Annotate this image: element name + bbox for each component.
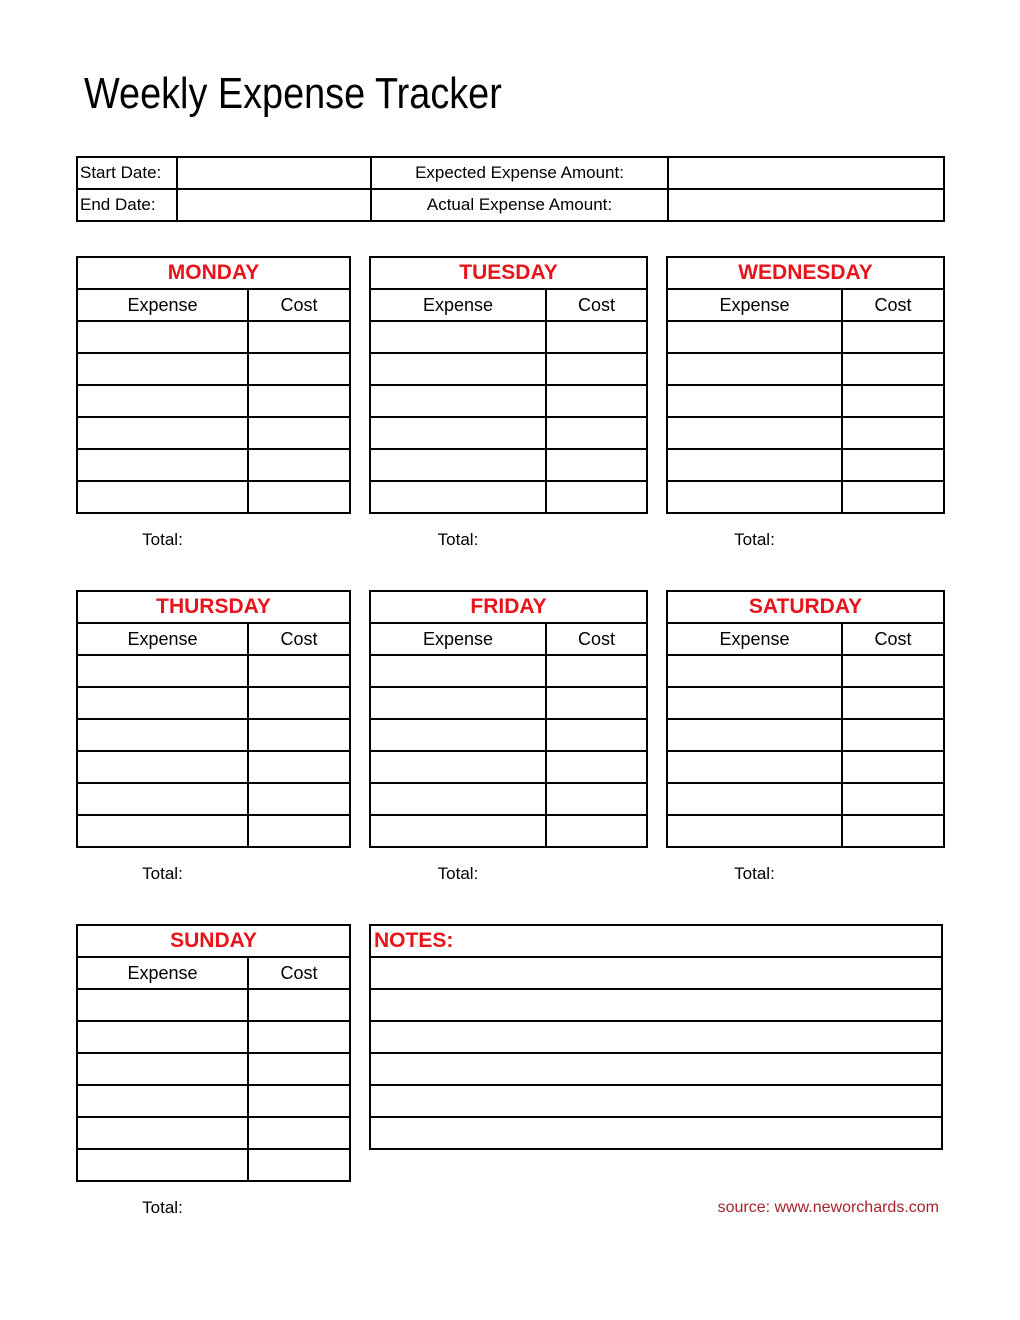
expense-cell[interactable] [667, 449, 842, 481]
cost-cell[interactable] [842, 417, 944, 449]
notes-line[interactable] [370, 1117, 942, 1149]
table-row [77, 655, 350, 687]
cost-cell[interactable] [546, 719, 647, 751]
table-row [667, 655, 944, 687]
cost-cell[interactable] [842, 321, 944, 353]
start-date-field[interactable] [177, 157, 371, 189]
day-total-label: Total: [734, 530, 775, 549]
cost-column-header: Cost [248, 623, 350, 655]
table-row [667, 449, 944, 481]
table-row [77, 687, 350, 719]
table-row [77, 353, 350, 385]
expense-column-header: Expense [667, 289, 842, 321]
expense-cell[interactable] [370, 719, 546, 751]
expense-cell[interactable] [667, 321, 842, 353]
table-row [667, 481, 944, 513]
table-row [77, 751, 350, 783]
notes-line[interactable] [370, 957, 942, 989]
table-row [77, 783, 350, 815]
expense-cell[interactable] [77, 989, 248, 1021]
start-date-label: Start Date: [77, 157, 177, 189]
expense-cell[interactable] [77, 815, 248, 847]
cost-cell[interactable] [248, 1149, 350, 1181]
expense-cell[interactable] [667, 751, 842, 783]
table-row [370, 481, 647, 513]
date-and-amount-table [76, 156, 945, 222]
expense-column-header: Expense [370, 289, 546, 321]
notes-line[interactable] [370, 1053, 942, 1085]
expense-cell[interactable] [667, 815, 842, 847]
table-row [77, 815, 350, 847]
day-table-1 [369, 256, 648, 514]
cost-column-header: Cost [248, 957, 350, 989]
day-table-5 [666, 590, 945, 848]
expense-cell[interactable] [77, 417, 248, 449]
day-table-6 [76, 924, 351, 1182]
expense-cell[interactable] [370, 815, 546, 847]
day-table-2 [666, 256, 945, 514]
table-row [370, 783, 647, 815]
table-row [370, 449, 647, 481]
expense-cell[interactable] [77, 719, 248, 751]
table-row [370, 385, 647, 417]
cost-cell[interactable] [248, 449, 350, 481]
table-row [667, 321, 944, 353]
cost-cell[interactable] [248, 719, 350, 751]
day-header: FRIDAY [370, 591, 647, 623]
table-row [667, 751, 944, 783]
cost-cell[interactable] [546, 481, 647, 513]
table-row [370, 815, 647, 847]
end-date-field[interactable] [177, 189, 371, 221]
expense-cell[interactable] [370, 655, 546, 687]
expense-cell[interactable] [77, 481, 248, 513]
day-total-label: Total: [437, 864, 479, 883]
cost-cell[interactable] [248, 417, 350, 449]
expense-column-header: Expense [77, 957, 248, 989]
cost-cell[interactable] [248, 481, 350, 513]
table-row [77, 449, 350, 481]
expense-cell[interactable] [667, 385, 842, 417]
day-total-label: Total: [142, 530, 183, 549]
table-row [77, 1085, 350, 1117]
expense-cell[interactable] [370, 353, 546, 385]
table-row [370, 417, 647, 449]
notes-header: NOTES: [370, 925, 942, 957]
day-total-label: Total: [734, 864, 775, 883]
table-row [667, 417, 944, 449]
cost-cell[interactable] [248, 783, 350, 815]
notes-line[interactable] [370, 1085, 942, 1117]
day-header: SUNDAY [77, 925, 350, 957]
expense-cell[interactable] [370, 385, 546, 417]
expense-cell[interactable] [77, 687, 248, 719]
expense-cell[interactable] [667, 655, 842, 687]
expense-cell[interactable] [370, 417, 546, 449]
day-total-label: Total: [142, 864, 183, 883]
cost-column-header: Cost [248, 289, 350, 321]
cost-cell[interactable] [842, 385, 944, 417]
table-row [77, 989, 350, 1021]
cost-cell[interactable] [546, 655, 647, 687]
table-row [77, 1021, 350, 1053]
expense-cell[interactable] [77, 353, 248, 385]
expense-cell[interactable] [370, 687, 546, 719]
table-row [667, 687, 944, 719]
actual-expense-field[interactable] [668, 189, 944, 221]
expense-cell[interactable] [77, 783, 248, 815]
end-date-label: End Date: [77, 189, 177, 221]
table-row [667, 815, 944, 847]
day-table-3 [76, 590, 351, 848]
source-credit: source: www.neworchards.com [717, 1199, 939, 1216]
expense-cell[interactable] [667, 719, 842, 751]
table-row [77, 481, 350, 513]
table-row [370, 353, 647, 385]
cost-cell[interactable] [546, 687, 647, 719]
expense-column-header: Expense [370, 623, 546, 655]
cost-cell[interactable] [248, 1085, 350, 1117]
expense-cell[interactable] [77, 1053, 248, 1085]
table-row [667, 719, 944, 751]
cost-cell[interactable] [248, 1021, 350, 1053]
cost-cell[interactable] [546, 385, 647, 417]
cost-cell[interactable] [248, 989, 350, 1021]
notes-line[interactable] [370, 989, 942, 1021]
cost-cell[interactable] [546, 417, 647, 449]
table-row [667, 385, 944, 417]
cost-cell[interactable] [842, 815, 944, 847]
cost-cell[interactable] [842, 783, 944, 815]
expense-cell[interactable] [77, 1149, 248, 1181]
cost-cell[interactable] [248, 1053, 350, 1085]
cost-cell[interactable] [248, 815, 350, 847]
cost-cell[interactable] [546, 751, 647, 783]
cost-cell[interactable] [842, 353, 944, 385]
expense-cell[interactable] [370, 783, 546, 815]
expense-cell[interactable] [77, 751, 248, 783]
day-total-label: Total: [142, 1198, 183, 1217]
expense-cell[interactable] [77, 1117, 248, 1149]
cost-cell[interactable] [248, 687, 350, 719]
expected-expense-label: Expected Expense Amount: [371, 157, 668, 189]
cost-cell[interactable] [248, 751, 350, 783]
cost-column-header: Cost [546, 623, 647, 655]
expense-cell[interactable] [667, 481, 842, 513]
table-row [667, 353, 944, 385]
expense-cell[interactable] [77, 321, 248, 353]
cost-column-header: Cost [842, 623, 944, 655]
table-row [370, 751, 647, 783]
cost-cell[interactable] [546, 815, 647, 847]
table-row [77, 321, 350, 353]
table-row [77, 417, 350, 449]
day-table-0 [76, 256, 351, 514]
cost-cell[interactable] [842, 751, 944, 783]
notes-table [369, 924, 943, 1150]
expense-column-header: Expense [77, 289, 248, 321]
expense-cell[interactable] [667, 783, 842, 815]
cost-cell[interactable] [546, 321, 647, 353]
table-row [77, 719, 350, 751]
day-header: TUESDAY [370, 257, 647, 289]
cost-cell[interactable] [248, 321, 350, 353]
expense-cell[interactable] [370, 449, 546, 481]
expected-expense-field[interactable] [668, 157, 944, 189]
expense-cell[interactable] [370, 751, 546, 783]
cost-cell[interactable] [842, 481, 944, 513]
cost-cell[interactable] [842, 655, 944, 687]
cost-column-header: Cost [842, 289, 944, 321]
expense-cell[interactable] [370, 321, 546, 353]
cost-cell[interactable] [842, 449, 944, 481]
expense-cell[interactable] [667, 687, 842, 719]
day-header: THURSDAY [77, 591, 350, 623]
cost-cell[interactable] [248, 385, 350, 417]
table-row [77, 1053, 350, 1085]
cost-cell[interactable] [842, 687, 944, 719]
cost-column-header: Cost [546, 289, 647, 321]
table-row [77, 1117, 350, 1149]
expense-column-header: Expense [77, 623, 248, 655]
cost-cell[interactable] [842, 719, 944, 751]
day-header: SATURDAY [667, 591, 944, 623]
expense-cell[interactable] [77, 385, 248, 417]
day-header: WEDNESDAY [667, 257, 944, 289]
cost-cell[interactable] [546, 353, 647, 385]
notes-line[interactable] [370, 1021, 942, 1053]
expense-cell[interactable] [77, 1085, 248, 1117]
cost-cell[interactable] [248, 353, 350, 385]
table-row [370, 687, 647, 719]
day-header: MONDAY [77, 257, 350, 289]
day-table-4 [369, 590, 648, 848]
cost-cell[interactable] [546, 449, 647, 481]
expense-cell[interactable] [370, 481, 546, 513]
table-row [370, 321, 647, 353]
expense-cell[interactable] [667, 417, 842, 449]
table-row [667, 783, 944, 815]
day-total-label: Total: [437, 530, 479, 549]
actual-expense-label: Actual Expense Amount: [371, 189, 668, 221]
table-row [370, 655, 647, 687]
expense-column-header: Expense [667, 623, 842, 655]
table-row [370, 719, 647, 751]
cost-cell[interactable] [546, 783, 647, 815]
cost-cell[interactable] [248, 1117, 350, 1149]
expense-cell[interactable] [667, 353, 842, 385]
table-row [77, 385, 350, 417]
expense-cell[interactable] [77, 449, 248, 481]
expense-cell[interactable] [77, 1021, 248, 1053]
cost-cell[interactable] [248, 655, 350, 687]
table-row [77, 1149, 350, 1181]
expense-cell[interactable] [77, 655, 248, 687]
page-title: Weekly Expense Tracker [84, 69, 502, 118]
